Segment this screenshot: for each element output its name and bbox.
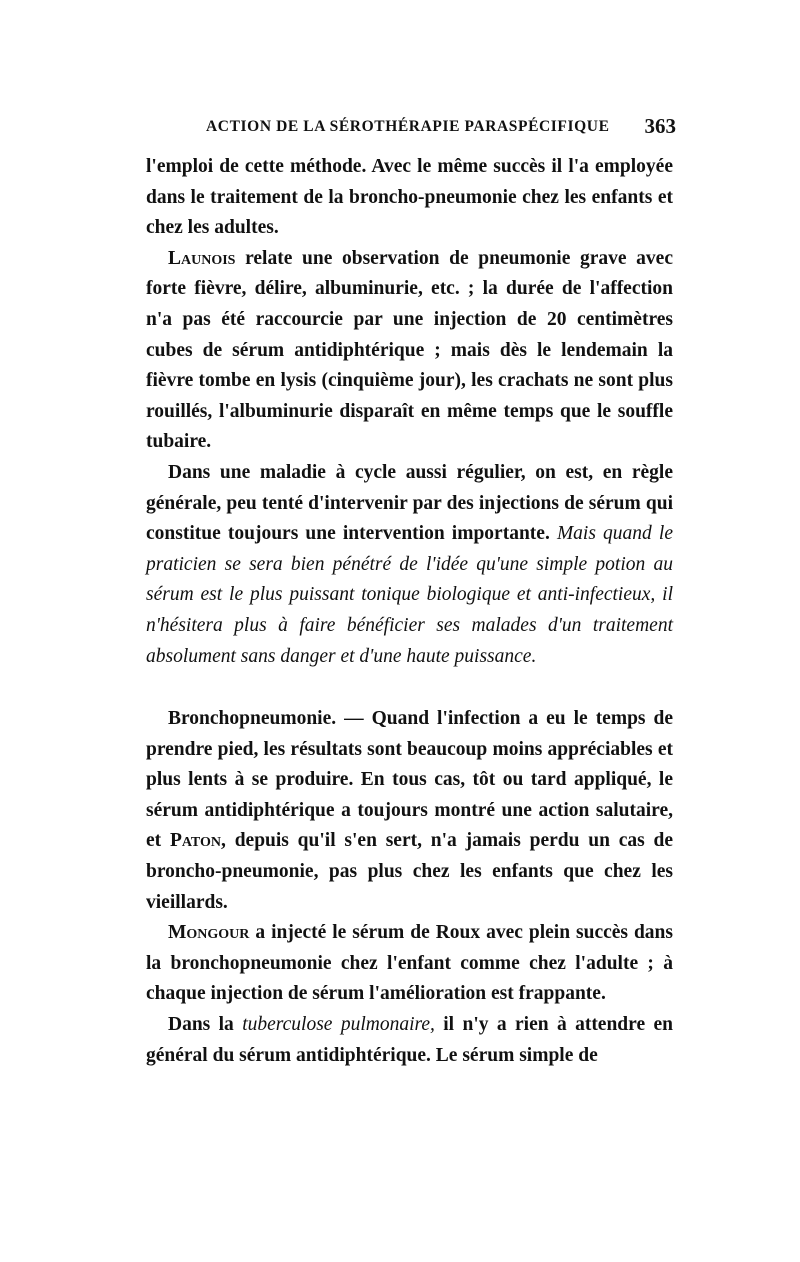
- paragraph-2-text: relate une observation de pneumonie grave avec forte fièvre, délire, albuminurie, etc. ; la durée de l'affection n'a pas été raccourcie par une injection de 20 centimètres cubes de sérum antidiphtérique ; mais dès le lendemain la fièvre tombe en lysis (cinquième jour), les crachats ne sont plus rouillés, l'albuminurie disparaît en même temps que le souffle tubaire.: [146, 247, 673, 453]
- page-number: 363: [644, 114, 676, 138]
- paragraph-1: [146, 152, 673, 244]
- paragraph-1-text: l'emploi de cette méthode. Avec le même succès il l'a employée dans le traitement de la broncho-pneumonie chez les enfants et chez les adultes.: [146, 156, 673, 239]
- paragraph-6-italic: tuberculose pulmonaire,: [242, 1014, 435, 1036]
- author-name-mongour: Mongour: [168, 922, 250, 944]
- paragraph-4-text-after: , depuis qu'il s'en sert, n'a jamais perdu un cas de broncho-pneumonie, pas plus chez les enfants que chez les vieillards.: [146, 830, 674, 913]
- paragraph-3: [146, 458, 673, 672]
- paragraph-4: [146, 704, 673, 918]
- paragraph-3-text: Dans une maladie à cycle aussi régulier, on est, en règle générale, peu tenté d'intervenir par des injections de sérum qui constitue toujours une intervention importante.: [146, 461, 673, 545]
- page-body: [146, 152, 673, 1071]
- paragraph-4-text: — Quand l'infection a eu le temps de prendre pied, les résultats sont beaucoup moins appréciables et plus lents à se produire. En tous cas, tôt ou tard appliqué, le sérum antidiphtérique a toujours montré une action salutaire, et: [146, 708, 673, 852]
- author-name-paton: Paton: [169, 830, 222, 852]
- page-header: [146, 114, 676, 144]
- paragraph-6-text-after: il n'y a rien à attendre en général du sérum antidiphtérique. Le sérum simple de: [146, 1014, 673, 1066]
- author-name-launois: Launois: [168, 247, 236, 269]
- running-title: ACTION DE LA SÉROTHÉRAPIE PARASPÉCIFIQUE: [206, 118, 610, 135]
- section-heading-bronchopneumonie: Bronchopneumonie.: [168, 708, 337, 730]
- paragraph-5-text: a injecté le sérum de Roux avec plein succès dans la bronchopneumonie chez l'enfant comme chez l'adulte ; à chaque injection de sérum l'amélioration est frappante.: [146, 922, 673, 1005]
- paragraph-5: [146, 918, 673, 1010]
- paragraph-3-italic: Mais quand le praticien se sera bien pénétré de l'idée qu'une simple potion au sérum est le plus puissant tonique biologique et anti-infectieux, il n'hésitera plus à faire bénéficier ses malades d'un traitement absolument sans danger et d'une haute puissance.: [146, 523, 673, 667]
- paragraph-6-text: Dans la: [168, 1014, 243, 1036]
- paragraph-2: [146, 244, 673, 458]
- paragraph-6: [146, 1010, 673, 1071]
